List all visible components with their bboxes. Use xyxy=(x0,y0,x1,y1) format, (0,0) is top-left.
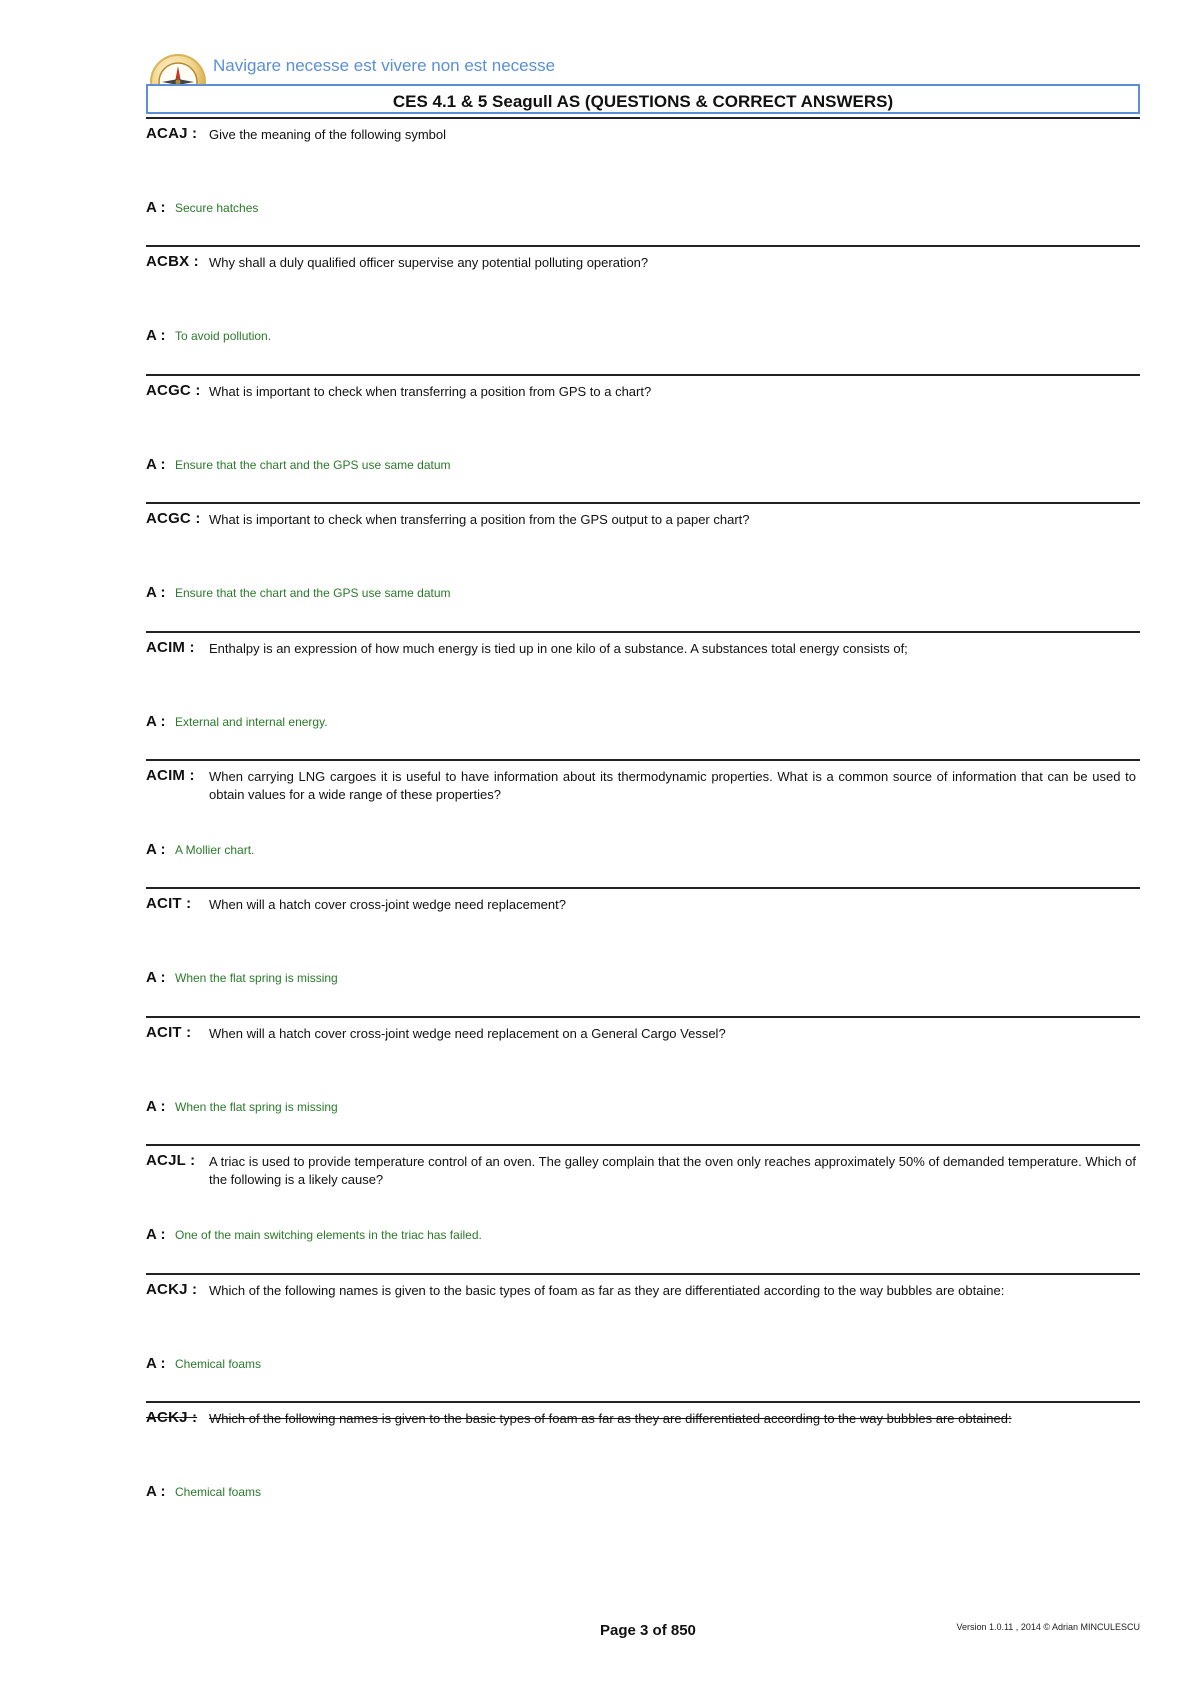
answer-text: When the flat spring is missing xyxy=(175,1099,338,1114)
qa-entry xyxy=(146,1273,1140,1401)
question-text: Enthalpy is an expression of how much energy is tied up in one kilo of a substance. A substances total energy consists of; xyxy=(209,640,908,656)
question-text: Give the meaning of the following symbol xyxy=(209,127,447,142)
question-code: ACGC : xyxy=(146,510,201,528)
question-code: ACKJ : xyxy=(146,1408,198,1426)
answer-label: A : xyxy=(146,1354,166,1372)
answer-text: Secure hatches xyxy=(175,201,259,215)
answer-text: One of the main switching elements in the triac has failed. xyxy=(175,1228,482,1243)
answer-text: To avoid pollution. xyxy=(175,329,272,344)
answer-label: A : xyxy=(146,455,166,473)
answer-text: Chemical foams xyxy=(175,1356,262,1371)
version-info: Version 1.0.11 , 2014 © Adrian MINCULESCU xyxy=(956,1622,1140,1632)
question-code: ACIM : xyxy=(146,638,195,656)
answer-label: A : xyxy=(146,1482,166,1500)
question-code: ACJL : xyxy=(146,1152,196,1170)
answer-label: A : xyxy=(146,584,166,602)
header-motto: Navigare necesse est vivere non est necesse xyxy=(213,56,556,75)
qa-entry xyxy=(146,887,1140,1015)
document-title: CES 4.1 & 5 Seagull AS (QUESTIONS & CORRECT ANSWERS) xyxy=(392,92,894,111)
qa-entry xyxy=(146,117,1140,245)
qa-entry xyxy=(146,502,1140,630)
qa-entry xyxy=(146,1016,1140,1144)
question-text: A triac is used to provide temperature control of an oven. The galley complain that the oven only reaches approximately 50% of demanded temperature. Which of the following is a likely cause? xyxy=(209,1154,1136,1188)
question-code: ACAJ : xyxy=(146,125,198,142)
answer-label: A : xyxy=(146,1226,166,1244)
answer-text: When the flat spring is missing xyxy=(175,971,338,986)
answer-label: A : xyxy=(146,199,166,216)
question-text: Which of the following names is given to the basic types of foam as far as they are differentiated according to the way bubbles are obtaine: xyxy=(209,1282,1005,1298)
question-list xyxy=(146,117,1140,1529)
answer-text: Chemical foams xyxy=(175,1484,262,1499)
answer-label: A : xyxy=(146,1097,166,1115)
answer-text: External and internal energy. xyxy=(175,714,328,729)
question-text: When will a hatch cover cross-joint wedge need replacement? xyxy=(209,897,566,913)
answer-label: A : xyxy=(146,327,166,345)
question-text: When carrying LNG cargoes it is useful to have information about its thermodynamic properties. What is a common source of information that can be used to obtain values for a wide range of these properties? xyxy=(209,768,1136,802)
qa-entry xyxy=(146,1144,1140,1272)
question-text: What is important to check when transferring a position from GPS to a chart? xyxy=(209,383,652,399)
qa-entry xyxy=(146,631,1140,759)
document-title-box xyxy=(146,84,1140,114)
question-text: Why shall a duly qualified officer supervise any potential polluting operation? xyxy=(209,255,649,271)
answer-text: A Mollier chart. xyxy=(175,842,255,857)
question-text: When will a hatch cover cross-joint wedge need replacement on a General Cargo Vessel? xyxy=(209,1025,726,1041)
qa-entry xyxy=(146,1401,1140,1529)
question-code: ACIT : xyxy=(146,895,192,913)
question-text: What is important to check when transferring a position from the GPS output to a paper chart? xyxy=(209,512,750,528)
question-code: ACIT : xyxy=(146,1023,192,1041)
question-code: ACKJ : xyxy=(146,1280,198,1298)
question-code: ACGC : xyxy=(146,381,201,399)
page-number: Page 3 of 850 xyxy=(600,1622,696,1639)
answer-text: Ensure that the chart and the GPS use same datum xyxy=(175,586,451,601)
qa-entry xyxy=(146,374,1140,502)
question-code: ACBX : xyxy=(146,253,199,271)
answer-label: A : xyxy=(146,969,166,987)
answer-text: Ensure that the chart and the GPS use same datum xyxy=(175,457,451,472)
question-text: Which of the following names is given to the basic types of foam as far as they are differentiated according to the way bubbles are obtained: xyxy=(209,1410,1012,1426)
question-code: ACIM : xyxy=(146,766,195,784)
answer-label: A : xyxy=(146,840,166,858)
answer-label: A : xyxy=(146,712,166,730)
qa-entry xyxy=(146,245,1140,373)
qa-entry xyxy=(146,759,1140,887)
